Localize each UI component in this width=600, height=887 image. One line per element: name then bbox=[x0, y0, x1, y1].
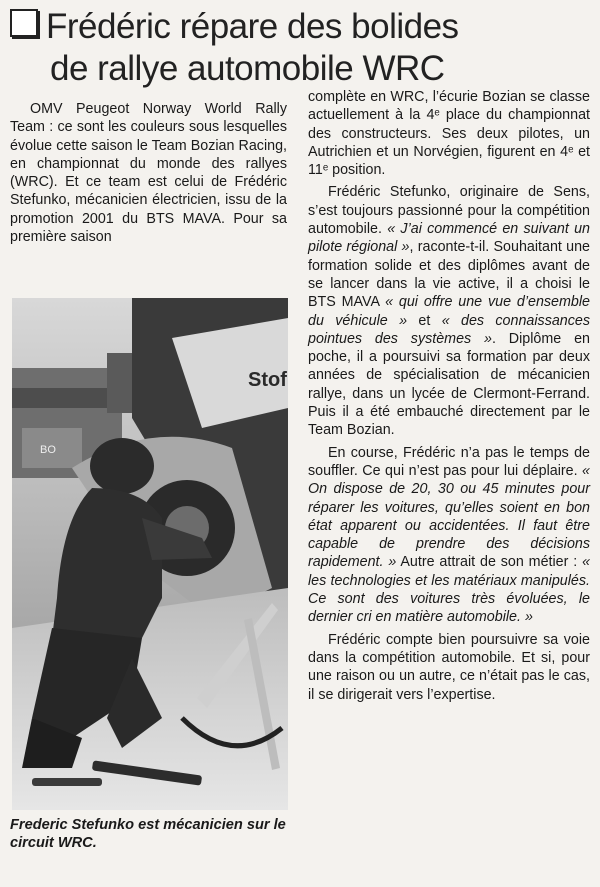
text-span: En course, Frédéric n’a pas le temps de souffler. Ce qui n’est pas pour lui déplaire. bbox=[308, 444, 590, 479]
quote-span: « J’ai commencé en suivant un pilote régional » bbox=[308, 221, 591, 256]
quote-span: « qui offre une vue d’ensemble du véhicule » bbox=[308, 294, 590, 329]
article-photo bbox=[12, 298, 288, 810]
continued-paragraph: complète en WRC, l’écurie Bozian se classe actuellement à la 4ᵉ place du championnat des constructeurs. Ses deux pilotes, un Autrichien et un Norvégien, figurent en 4ᵉ et 11ᵉ position. bbox=[308, 89, 590, 179]
article-column-1 bbox=[10, 100, 287, 246]
paragraph-conclusion: Frédéric compte bien poursuivre sa voie dans la compétition automobile. Et si, pour une raison ou un autre, ce n’était pas le cas, il se dirigerait vers l’expertise. bbox=[308, 631, 590, 703]
paragraph-racing bbox=[308, 444, 590, 627]
text-span: Frédéric Stefunko, originaire de Sens, s’est toujours passionné pour la compétition automobile. bbox=[308, 184, 590, 238]
text-span: , raconte-t-il. Souhaitant une formation solide et des diplômes avant de se lancer dans la vie active, il a choisi le BTS MAVA bbox=[308, 239, 590, 311]
car-livery-text: Stof bbox=[248, 369, 287, 391]
mechanic-photo-illustration bbox=[12, 298, 288, 810]
headline-line-1: Frédéric répare des bolides bbox=[46, 7, 459, 46]
quote-span: « des connaissances pointues des systèmes » bbox=[308, 312, 590, 347]
headline-line-2: de rallye automobile WRC bbox=[50, 49, 445, 88]
checkbox-square-icon bbox=[10, 9, 38, 37]
wall-sign-text: BO bbox=[40, 444, 56, 456]
article-column-2 bbox=[308, 88, 590, 704]
quote-span: « On dispose de 20, 30 ou 45 minutes pour réparer les voitures, qu’elles soient en bon état apparent ou accidentées. Il faut être capable de prendre des décisions rapidement. » bbox=[308, 462, 590, 571]
quote-span: « les technologies et les matériaux manipulés. Ce sont des voitures très évoluées, le dernier cri en matière automobile. » bbox=[308, 554, 591, 626]
text-span: Autre attrait de son métier : bbox=[396, 554, 583, 571]
text-span: . Diplôme en poche, il a poursuivi sa formation par deux années de spécialisation de mécanicien rallye, dans un lycée de Clermont-Ferrand. Puis il a été embauché directement par le Team Bozian. bbox=[308, 330, 590, 439]
text-span: et bbox=[407, 312, 442, 329]
photo-caption: Frederic Stefunko est mécanicien sur le circuit WRC. bbox=[10, 817, 286, 851]
article-headline bbox=[10, 6, 590, 90]
paragraph-background bbox=[308, 183, 590, 439]
intro-paragraph: OMV Peugeot Norway World Rally Team : ce sont les couleurs sous lesquelles évolue cette saison le Team Bozian Racing, en championnat du monde des rallyes (WRC). Et ce team est celui de Frédéric Stefunko, mécanicien électricien, issu de la promotion 2001 du BTS MAVA. Pour sa première saison bbox=[10, 101, 287, 246]
